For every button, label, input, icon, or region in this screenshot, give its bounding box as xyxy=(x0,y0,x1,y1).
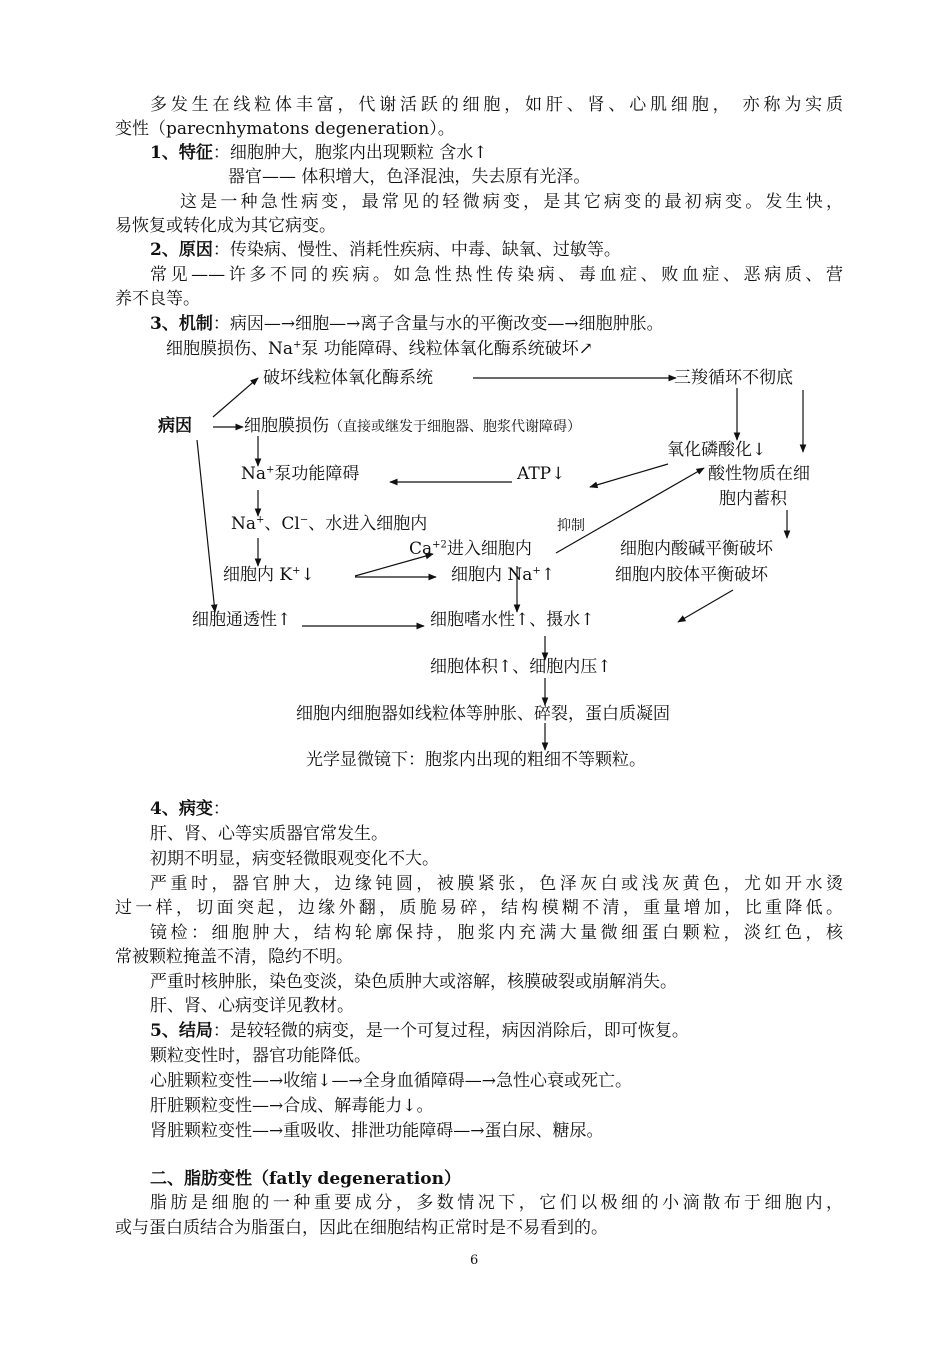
diagram-acid-1: 酸性物质在细 xyxy=(708,464,810,484)
arrow-cause-to-permeability xyxy=(197,440,215,612)
diagram-membrane-damage: 细胞膜损伤（直接或继发于细胞器、胞浆代谢障碍） xyxy=(244,416,581,436)
section-5-line-3: 心脏颗粒变性—→收缩↓—→全身血循障碍—→急性心衰或死亡。 xyxy=(150,1071,632,1091)
section-5-heading: 5、结局 xyxy=(150,1021,213,1041)
diagram-acid-base: 细胞内酸碱平衡破坏 xyxy=(620,539,773,559)
section-4-line-7: 严重时核肿胀，染色变淡，染色质肿大或溶解，核膜破裂或崩解消失。 xyxy=(150,972,677,992)
section-4-line-3: 严重时，器官肿大，边缘钝圆，被膜紧张，色泽灰白或浅灰黄色，尤如开水烫 xyxy=(150,874,843,894)
diagram-colloid: 细胞内胶体平衡破坏 xyxy=(615,565,768,585)
page-number: 6 xyxy=(470,1253,479,1268)
diagram-volume: 细胞体积↑、细胞内压↑ xyxy=(430,657,612,677)
diagram-k: 细胞内 K+↓ xyxy=(223,565,315,585)
intro-line-1: 多发生在线粒体丰富，代谢活跃的细胞，如肝、肾、心肌细胞， 亦称为实质 xyxy=(150,95,843,115)
section-3-line-2: 细胞膜损伤、Na+泵 功能障碍、线粒体氧化酶系统破坏↗ xyxy=(166,339,594,359)
diagram-mito-damage: 破坏线粒体氧化酶系统 xyxy=(263,368,433,388)
diagram-micro: 光学显微镜下：胞浆内出现的粗细不等颗粒。 xyxy=(306,750,646,770)
arrow-colloid-to-water xyxy=(678,590,733,622)
section-5-line-4: 肝脏颗粒变性—→合成、解毒能力↓。 xyxy=(150,1096,434,1116)
diagram-acid-2: 胞内蓄积 xyxy=(719,489,787,509)
section-4-line-5: 镜检：细胞肿大，结构轮廓保持，胞浆内充满大量微细蛋白颗粒，淡红色，核 xyxy=(150,923,843,943)
arrow-oxphos-to-atp xyxy=(590,464,668,487)
section-1-line-4: 易恢复或转化成为其它病变。 xyxy=(115,216,336,236)
section-3-heading: 3、机制 xyxy=(150,314,213,334)
section-4-heading: 4、病变 xyxy=(150,799,213,819)
diagram-permeability: 细胞通透性↑ xyxy=(192,610,292,630)
section-2-line-1: 2、原因：传染病、慢性、消耗性疾病、中毒、缺氧、过敏等。 xyxy=(150,240,621,260)
section-4-line-8: 肝、肾、心病变详见教材。 xyxy=(150,996,354,1016)
diagram-inhibit: 抑制 xyxy=(557,518,585,534)
diagram-tca: 三羧循环不彻底 xyxy=(674,368,793,388)
section-1-line-1: 1、特征：细胞肿大，胞浆内出现颗粒 含水↑ xyxy=(150,143,488,163)
section-3-line-1: 3、机制：病因—→细胞—→离子含量与水的平衡改变—→细胞肿胀。 xyxy=(150,314,664,334)
fat-section-title: 二、脂肪变性（fatly degeneration） xyxy=(150,1169,461,1189)
section-4-line-6: 常被颗粒掩盖不清，隐约不明。 xyxy=(115,947,353,967)
intro-line-2: 变性（parecnhymatons degeneration）。 xyxy=(115,119,455,139)
diagram-na-pump: Na+泵功能障碍 xyxy=(241,464,360,484)
section-4-line-2: 初期不明显，病变轻微眼观变化不大。 xyxy=(150,849,439,869)
diagram-atp: ATP↓ xyxy=(517,464,566,484)
section-2-line-3: 养不良等。 xyxy=(115,289,200,309)
diagram-water: 细胞嗜水性↑、摄水↑ xyxy=(430,610,595,630)
section-1-heading: 1、特征 xyxy=(150,143,213,163)
fat-line-1: 脂肪是细胞的一种重要成分，多数情况下，它们以极细的小滴散布于细胞内， xyxy=(150,1193,843,1213)
diagram-ions: Na+、Cl−、水进入细胞内 xyxy=(231,514,428,534)
section-5-line-2: 颗粒变性时，器官功能降低。 xyxy=(150,1046,371,1066)
section-4-line-1: 肝、肾、心等实质器官常发生。 xyxy=(150,824,388,844)
diagram-oxphos: 氧化磷酸化↓ xyxy=(667,440,767,460)
section-4-heading-line: 4、病变： xyxy=(150,799,230,819)
section-2-line-2: 常见——许多不同的疾病。如急性热性传染病、毒血症、败血症、恶病质、营 xyxy=(150,265,843,285)
section-2-heading: 2、原因 xyxy=(150,240,213,260)
diagram-na-in: 细胞内 Na+↑ xyxy=(451,565,556,585)
diagram-ca: $Ca^{+2}$进入细胞内 xyxy=(409,539,532,559)
diagram-organelle: 细胞内细胞器如线粒体等肿胀、碎裂，蛋白质凝固 xyxy=(296,704,670,724)
section-4-line-4: 过一样，切面突起，边缘外翻，质脆易碎，结构模糊不清，重量增加，比重降低。 xyxy=(115,898,843,918)
section-1-line-2: 器官—— 体积增大，色泽混浊，失去原有光泽。 xyxy=(228,167,591,187)
section-1-line-3: 这是一种急性病变，最常见的轻微病变，是其它病变的最初病变。发生快， xyxy=(180,192,843,212)
arrow-cause-to-mito xyxy=(213,378,258,417)
section-5-line-5: 肾脏颗粒变性—→重吸收、排泄功能障碍—→蛋白尿、糖尿。 xyxy=(150,1121,604,1141)
diagram-cause: 病因 xyxy=(158,416,192,436)
section-5-line-1: 5、结局：是较轻微的病变，是一个可复过程，病因消除后，即可恢复。 xyxy=(150,1021,689,1041)
fat-line-2: 或与蛋白质结合为脂蛋白，因此在细胞结构正常时是不易看到的。 xyxy=(115,1218,608,1238)
